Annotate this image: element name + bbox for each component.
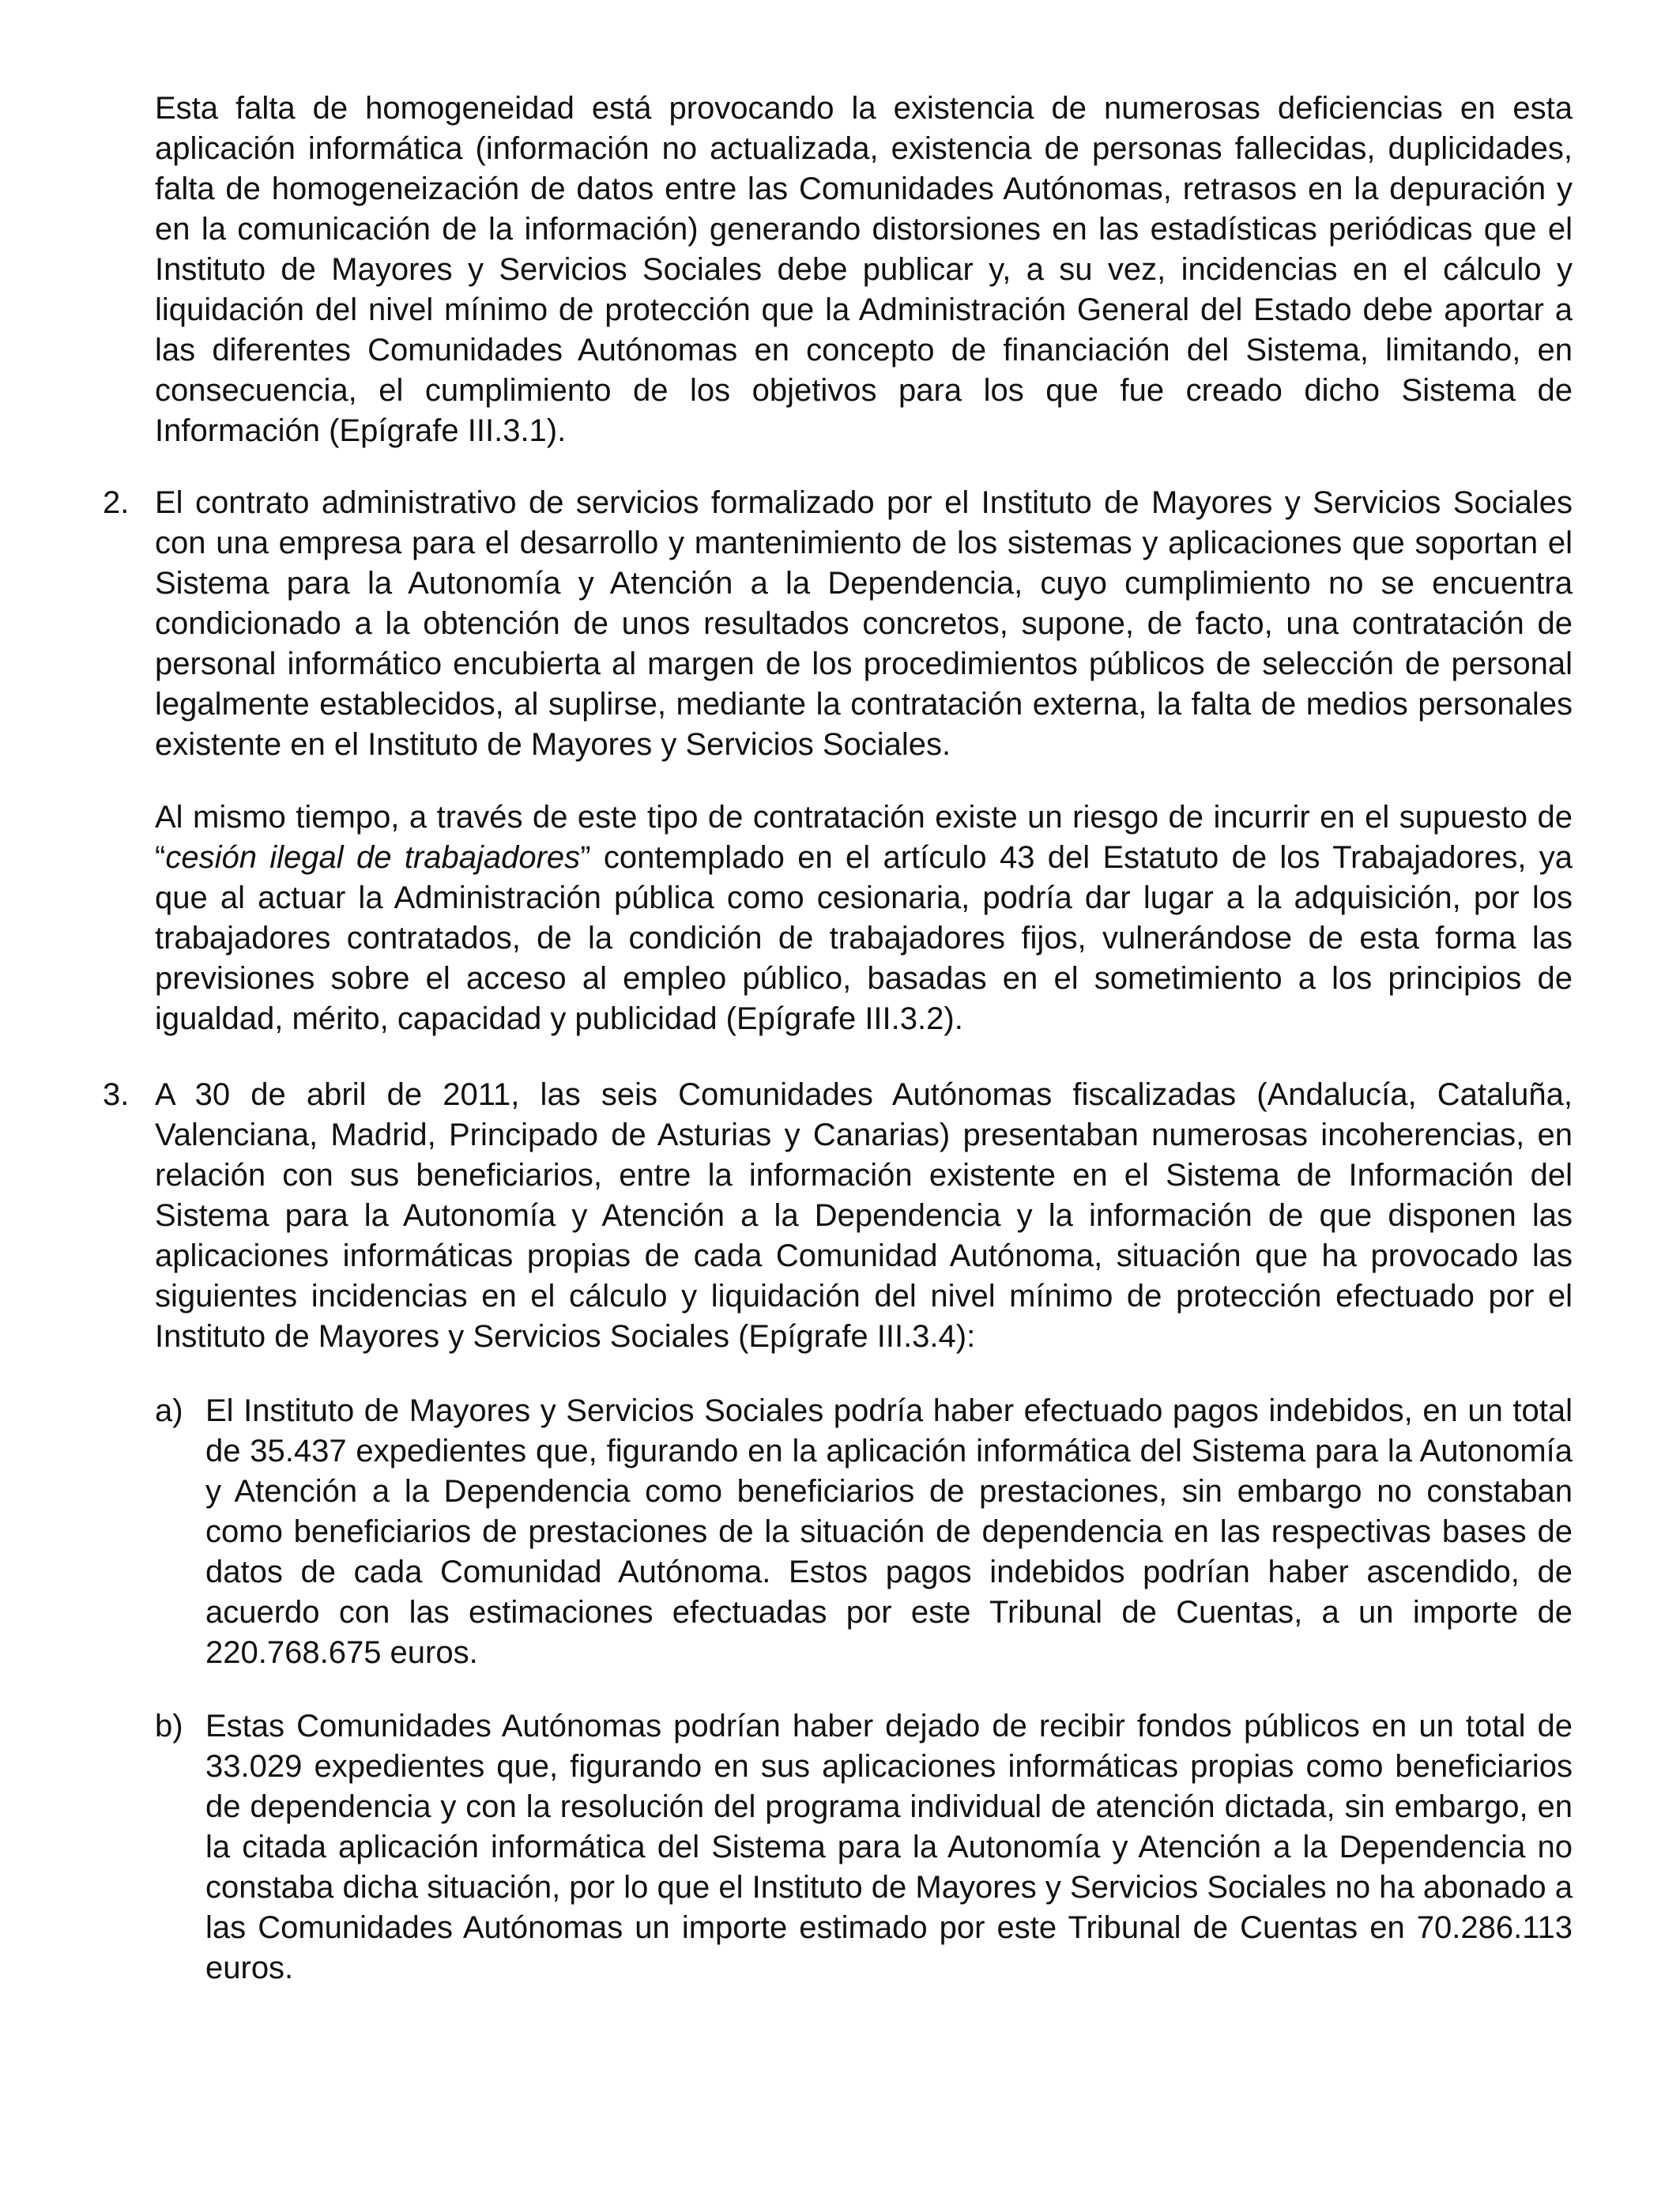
list-number-2: 2.	[103, 485, 130, 520]
item-2-paragraph: El contrato administrativo de servicios formalizado por el Instituto de Mayores y Servicios Sociales con una empresa para el desarrollo y mantenimiento de los sistemas y aplicaciones que soportan el Sistema para la Autonomía y Atención a la Dependencia, cuyo cumplimiento no se encuentra condicionado a la obtención de unos resultados concretos, supone, de facto, una contratación de personal informático encubierta al margen de los procedimientos públicos de selección de personal legalmente establecidos, al suplirse, mediante la contratación externa, la falta de medios personales existente en el Instituto de Mayores y Servicios Sociales.	[155, 485, 1573, 762]
sub-item-b-paragraph: Estas Comunidades Autónomas podrían haber dejado de recibir fondos públicos en un total de 33.029 expedientes que, figurando en sus aplicaciones informáticas propias como beneficiarios de dependencia y con la resolución del programa individual de atención dictada, sin embargo, en la citada aplicación informática del Sistema para la Autonomía y Atención a la Dependencia no constaba dicha situación, por lo que el Instituto de Mayores y Servicios Sociales no ha abonado a las Comunidades Autónomas un importe estimado por este Tribunal de Cuentas en 70.286.113 euros.	[205, 1709, 1573, 1985]
followup-italic-term: cesión ilegal de trabajadores	[165, 840, 581, 875]
list-item-2	[103, 483, 1573, 765]
followup-prefix: Al mismo tiempo, a través de este tipo de contratación existe un riesgo de incurrir en el supuesto de “	[155, 800, 1573, 875]
item-3-paragraph: A 30 de abril de 2011, las seis Comunidades Autónomas fiscalizadas (Andalucía, Cataluña, Valenciana, Madrid, Principado de Asturias y Canarias) presentaban numerosas incoherencias, en relación con sus beneficiarios, entre la información existente en el Sistema de Información del Sistema para la Autonomía y Atención a la Dependencia y la información de que disponen las aplicaciones informáticas propias de cada Comunidad Autónoma, situación que ha provocado las siguientes incidencias en el cálculo y liquidación del nivel mínimo de protección efectuado por el Instituto de Mayores y Servicios Sociales (Epígrafe III.3.4):	[155, 1077, 1573, 1354]
sub-item-a-paragraph: El Instituto de Mayores y Servicios Sociales podría haber efectuado pagos indebidos, en un total de 35.437 expedientes que, figurando en la aplicación informática del Sistema para la Autonomía y Atención a la Dependencia como beneficiarios de prestaciones, sin embargo no constaban como beneficiarios de prestaciones de la situación de dependencia en las respectivas bases de datos de cada Comunidad Autónoma. Estos pagos indebidos podrían haber ascendido, de acuerdo con las estimaciones efectuadas por este Tribunal de Cuentas, a un importe de 220.768.675 euros.	[205, 1393, 1573, 1670]
sub-item-b	[155, 1706, 1573, 1989]
intro-paragraph: Esta falta de homogeneidad está provocando la existencia de numerosas deficiencias en esta aplicación informática (información no actualizada, existencia de personas fallecidas, duplicidades, falta de homogeneización de datos entre las Comunidades Autónomas, retrasos en la depuración y en la comunicación de la información) generando distorsiones en las estadísticas periódicas que el Instituto de Mayores y Servicios Sociales debe publicar y, a su vez, incidencias en el cálculo y liquidación del nivel mínimo de protección que la Administración General del Estado debe aportar a las diferentes Comunidades Autónomas en concepto de financiación del Sistema, limitando, en consecuencia, el cumplimiento de los objetivos para los que fue creado dicho Sistema de Información (Epígrafe III.3.1).	[155, 91, 1573, 448]
item-2-followup-paragraph	[155, 797, 1573, 1039]
sub-item-a	[155, 1391, 1573, 1673]
list-item-3	[103, 1075, 1573, 1357]
followup-suffix: ” contemplado en el artículo 43 del Estatuto de los Trabajadores, ya que al actuar la Administración pública como cesionaria, podría dar lugar a la adquisición, por los trabajadores contratados, de la condición de trabajadores fijos, vulnerándose de esta forma las previsiones sobre el acceso al empleo público, basadas en el sometimiento a los principios de igualdad, mérito, capacidad y publicidad (Epígrafe III.3.2).	[155, 840, 1573, 1036]
list-number-3: 3.	[103, 1077, 130, 1112]
sub-item-letter-a: a)	[155, 1393, 183, 1428]
sub-item-letter-b: b)	[155, 1709, 183, 1744]
